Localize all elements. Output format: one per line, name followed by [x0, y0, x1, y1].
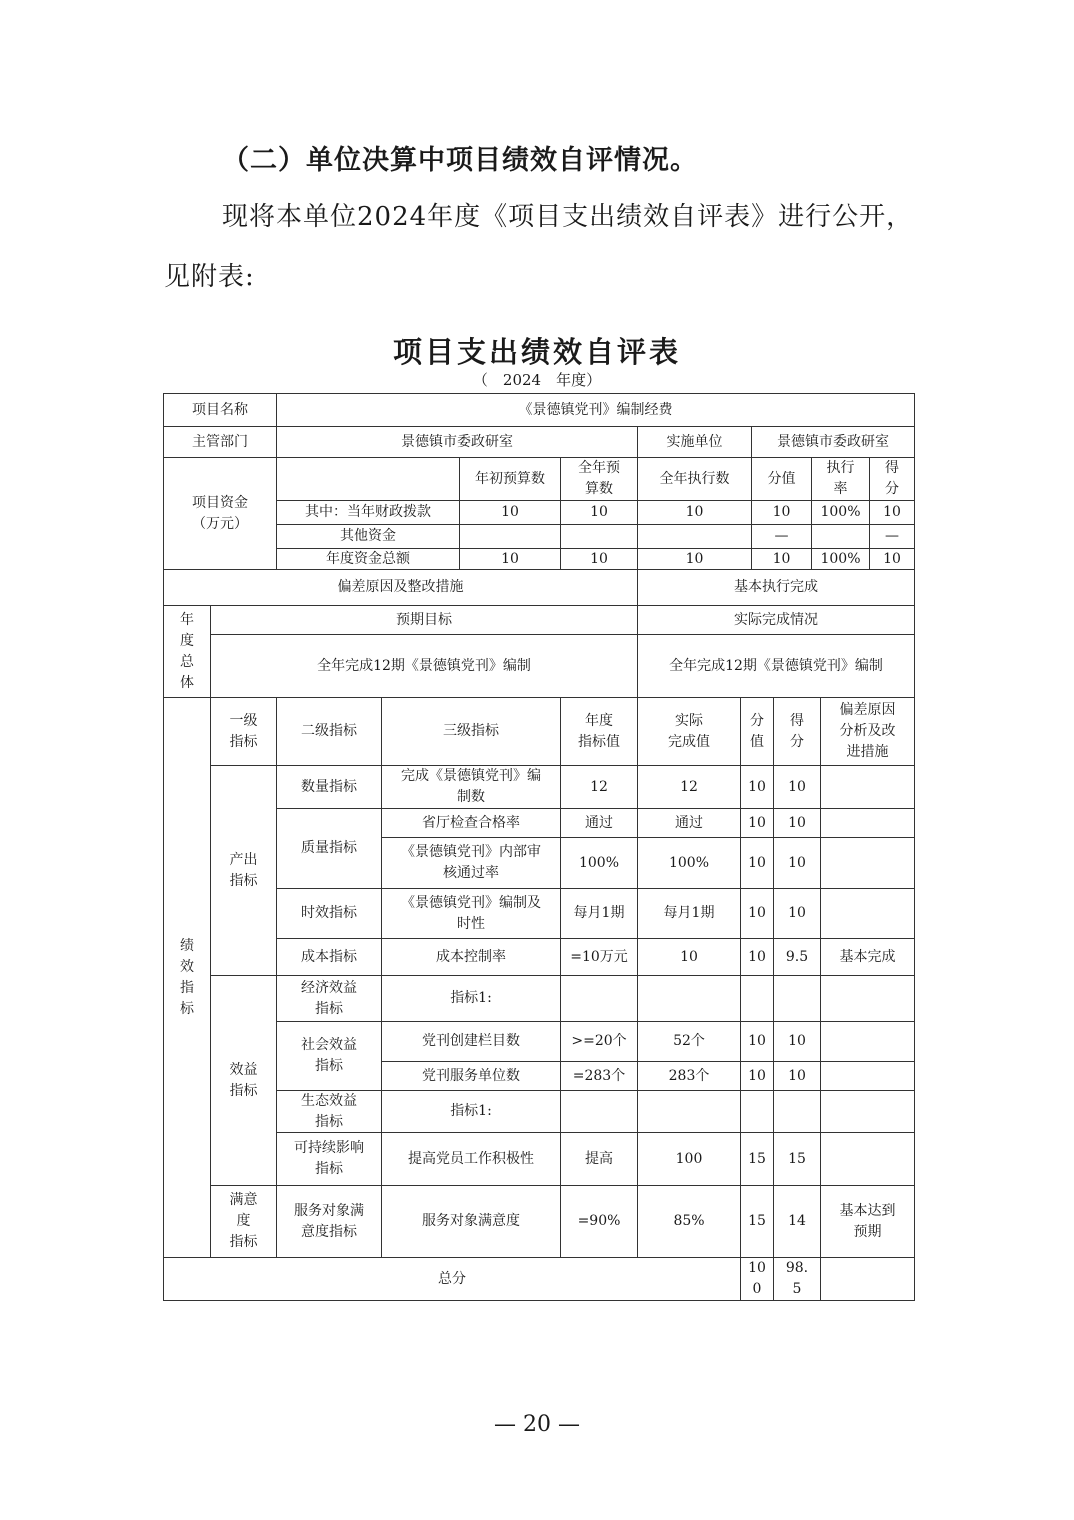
funds-cell-name: 其他资金 [276, 524, 460, 549]
indicator-cell-target: =283个 [560, 1061, 638, 1091]
intro-paragraph-line1: 现将本单位2024年度《项目支出绩效自评表》进行公开， [222, 202, 914, 232]
total-note [820, 1257, 915, 1301]
page-number: — 20 — [494, 1412, 580, 1437]
expected-goal-label: 预期目标 [210, 605, 638, 635]
indicator-cell-score: 10 [773, 1021, 821, 1062]
indicator-cell-score: 9.5 [773, 938, 821, 976]
indicators-side-label: 绩 效 指 标 [163, 697, 211, 1258]
indicator-cell-score: 15 [773, 1132, 821, 1186]
funds-cell-score: 10 [869, 548, 915, 570]
indicator-cell-target [560, 1090, 638, 1133]
funds-header: 全年执行数 [637, 457, 752, 501]
indicator-cell-note [820, 837, 915, 889]
indicator-cell-level3: 省厅检查合格率 [381, 808, 561, 838]
funds-header: 得 分 [869, 457, 915, 501]
indicator-cell-actual: 每月1期 [637, 888, 741, 939]
indicator-header: 年度 指标值 [560, 697, 638, 766]
level2-indicator: 质量指标 [276, 808, 382, 889]
indicator-cell-score: 10 [773, 765, 821, 809]
indicator-cell-score [773, 1090, 821, 1133]
project-name-label: 项目名称 [163, 393, 277, 427]
indicator-cell-level3: 党刊服务单位数 [381, 1061, 561, 1091]
intro-paragraph-line2: 见附表: [164, 262, 255, 292]
table-year: （ 2024 年度） [472, 371, 602, 389]
level1-output: 产出 指标 [210, 765, 277, 976]
funds-cell-rate: 100% [811, 500, 870, 525]
actual-result-value: 全年完成12期《景德镇党刊》编制 [637, 634, 915, 698]
level2-indicator: 成本指标 [276, 938, 382, 976]
level2-indicator: 社会效益 指标 [276, 1021, 382, 1091]
indicator-cell-target [560, 975, 638, 1022]
indicator-cell-weight: 10 [740, 808, 774, 838]
indicator-cell-level3: 《景德镇党刊》内部审 核通过率 [381, 837, 561, 889]
indicator-cell-actual: 52个 [637, 1021, 741, 1062]
indicator-cell-actual: 10 [637, 938, 741, 976]
funds-cell-initial: 10 [459, 548, 561, 570]
funds-cell-score_value: 10 [751, 500, 812, 525]
indicator-cell-note [820, 888, 915, 939]
indicator-cell-level3: 提高党员工作积极性 [381, 1132, 561, 1186]
indicator-cell-score: 10 [773, 808, 821, 838]
funds-header: 全年预 算数 [560, 457, 638, 501]
funds-cell-rate [811, 524, 870, 549]
indicator-cell-target: 12 [560, 765, 638, 809]
indicator-cell-actual: 12 [637, 765, 741, 809]
indicator-cell-level3: 党刊创建栏目数 [381, 1021, 561, 1062]
indicator-cell-note [820, 1021, 915, 1062]
funds-cell-name: 年度资金总额 [276, 548, 460, 570]
dept-value: 景德镇市委政研室 [276, 426, 638, 458]
funds-header: 年初预算数 [459, 457, 561, 501]
indicator-cell-weight [740, 1090, 774, 1133]
indicator-cell-score: 10 [773, 1061, 821, 1091]
indicator-cell-target: =90% [560, 1185, 638, 1258]
indicator-cell-level3: 服务对象满意度 [381, 1185, 561, 1258]
level1-satisfaction: 满意 度 指标 [210, 1185, 277, 1258]
level2-indicator: 生态效益 指标 [276, 1090, 382, 1133]
funds-cell-executed: 10 [637, 548, 752, 570]
indicator-cell-actual: 100 [637, 1132, 741, 1186]
indicator-cell-score: 10 [773, 837, 821, 889]
indicator-cell-weight: 10 [740, 888, 774, 939]
level2-indicator: 可持续影响 指标 [276, 1132, 382, 1186]
indicator-cell-level3: 完成《景德镇党刊》编 制数 [381, 765, 561, 809]
funds-cell-annual: 10 [560, 500, 638, 525]
indicator-cell-note [820, 765, 915, 809]
indicator-cell-note [820, 1061, 915, 1091]
level1-benefit: 效益 指标 [210, 975, 277, 1186]
funds-cell-annual [560, 524, 638, 549]
indicator-cell-target: 每月1期 [560, 888, 638, 939]
table-title: 项目支出绩效自评表 [392, 335, 681, 369]
funds-cell-rate: 100% [811, 548, 870, 570]
indicator-cell-note: 基本完成 [820, 938, 915, 976]
deviation-value: 基本执行完成 [637, 569, 915, 606]
funds-cell-score_value: — [751, 524, 812, 549]
indicator-cell-weight: 10 [740, 837, 774, 889]
total-score: 98. 5 [773, 1257, 821, 1301]
indicator-cell-score: 10 [773, 888, 821, 939]
funds-cell-executed: 10 [637, 500, 752, 525]
funds-cell-score_value: 10 [751, 548, 812, 570]
level2-indicator: 时效指标 [276, 888, 382, 939]
indicator-cell-note [820, 1090, 915, 1133]
indicator-cell-actual [637, 1090, 741, 1133]
indicator-cell-target: 通过 [560, 808, 638, 838]
indicator-cell-note [820, 808, 915, 838]
indicator-cell-actual [637, 975, 741, 1022]
indicator-header: 分 值 [740, 697, 774, 766]
indicator-cell-level3: 成本控制率 [381, 938, 561, 976]
deviation-label: 偏差原因及整改措施 [163, 569, 638, 606]
indicator-cell-actual: 通过 [637, 808, 741, 838]
indicator-cell-weight: 10 [740, 1061, 774, 1091]
indicator-header: 实际 完成值 [637, 697, 741, 766]
indicator-cell-weight: 15 [740, 1185, 774, 1258]
funds-cell-initial: 10 [459, 500, 561, 525]
funds-cell-executed [637, 524, 752, 549]
indicator-header: 一级 指标 [210, 697, 277, 766]
indicator-cell-actual: 100% [637, 837, 741, 889]
total-label: 总分 [163, 1257, 741, 1301]
annual-goal-label: 年 度 总 体 [163, 605, 211, 698]
indicator-header: 三级指标 [381, 697, 561, 766]
indicator-cell-score [773, 975, 821, 1022]
funds-label: 项目资金 （万元） [163, 457, 277, 570]
indicator-cell-level3: 指标1: [381, 1090, 561, 1133]
funds-cell-initial [459, 524, 561, 549]
indicator-cell-note: 基本达到 预期 [820, 1185, 915, 1258]
funds-cell-score: 10 [869, 500, 915, 525]
funds-cell-name: 其中：当年财政拨款 [276, 500, 460, 525]
indicator-cell-level3: 指标1: [381, 975, 561, 1022]
indicator-header: 二级指标 [276, 697, 382, 766]
indicator-cell-actual: 85% [637, 1185, 741, 1258]
funds-cell-score: — [869, 524, 915, 549]
level2-indicator: 数量指标 [276, 765, 382, 809]
indicator-cell-weight [740, 975, 774, 1022]
funds-header: 分值 [751, 457, 812, 501]
total-weight: 10 0 [740, 1257, 774, 1301]
indicator-cell-weight: 15 [740, 1132, 774, 1186]
impl-unit-label: 实施单位 [637, 426, 752, 458]
indicator-cell-target: >=20个 [560, 1021, 638, 1062]
section-heading: （二）单位决算中项目绩效自评情况。 [222, 145, 698, 176]
indicator-cell-weight: 10 [740, 765, 774, 809]
impl-unit-value: 景德镇市委政研室 [751, 426, 915, 458]
expected-goal-value: 全年完成12期《景德镇党刊》编制 [210, 634, 638, 698]
indicator-cell-note [820, 1132, 915, 1186]
indicator-cell-score: 14 [773, 1185, 821, 1258]
indicator-cell-note [820, 975, 915, 1022]
actual-result-label: 实际完成情况 [637, 605, 915, 635]
indicator-cell-weight: 10 [740, 1021, 774, 1062]
indicator-header: 偏差原因 分析及改 进措施 [820, 697, 915, 766]
level2-indicator: 经济效益 指标 [276, 975, 382, 1022]
indicator-cell-target: =10万元 [560, 938, 638, 976]
funds-cell-annual: 10 [560, 548, 638, 570]
indicator-cell-weight: 10 [740, 938, 774, 976]
dept-label: 主管部门 [163, 426, 277, 458]
indicator-header: 得 分 [773, 697, 821, 766]
indicator-cell-actual: 283个 [637, 1061, 741, 1091]
indicator-cell-target: 提高 [560, 1132, 638, 1186]
funds-header-blank [276, 457, 460, 501]
indicator-cell-target: 100% [560, 837, 638, 889]
level2-indicator: 服务对象满 意度指标 [276, 1185, 382, 1258]
project-name-value: 《景德镇党刊》编制经费 [276, 393, 915, 427]
funds-header: 执行 率 [811, 457, 870, 501]
indicator-cell-level3: 《景德镇党刊》编制及 时性 [381, 888, 561, 939]
